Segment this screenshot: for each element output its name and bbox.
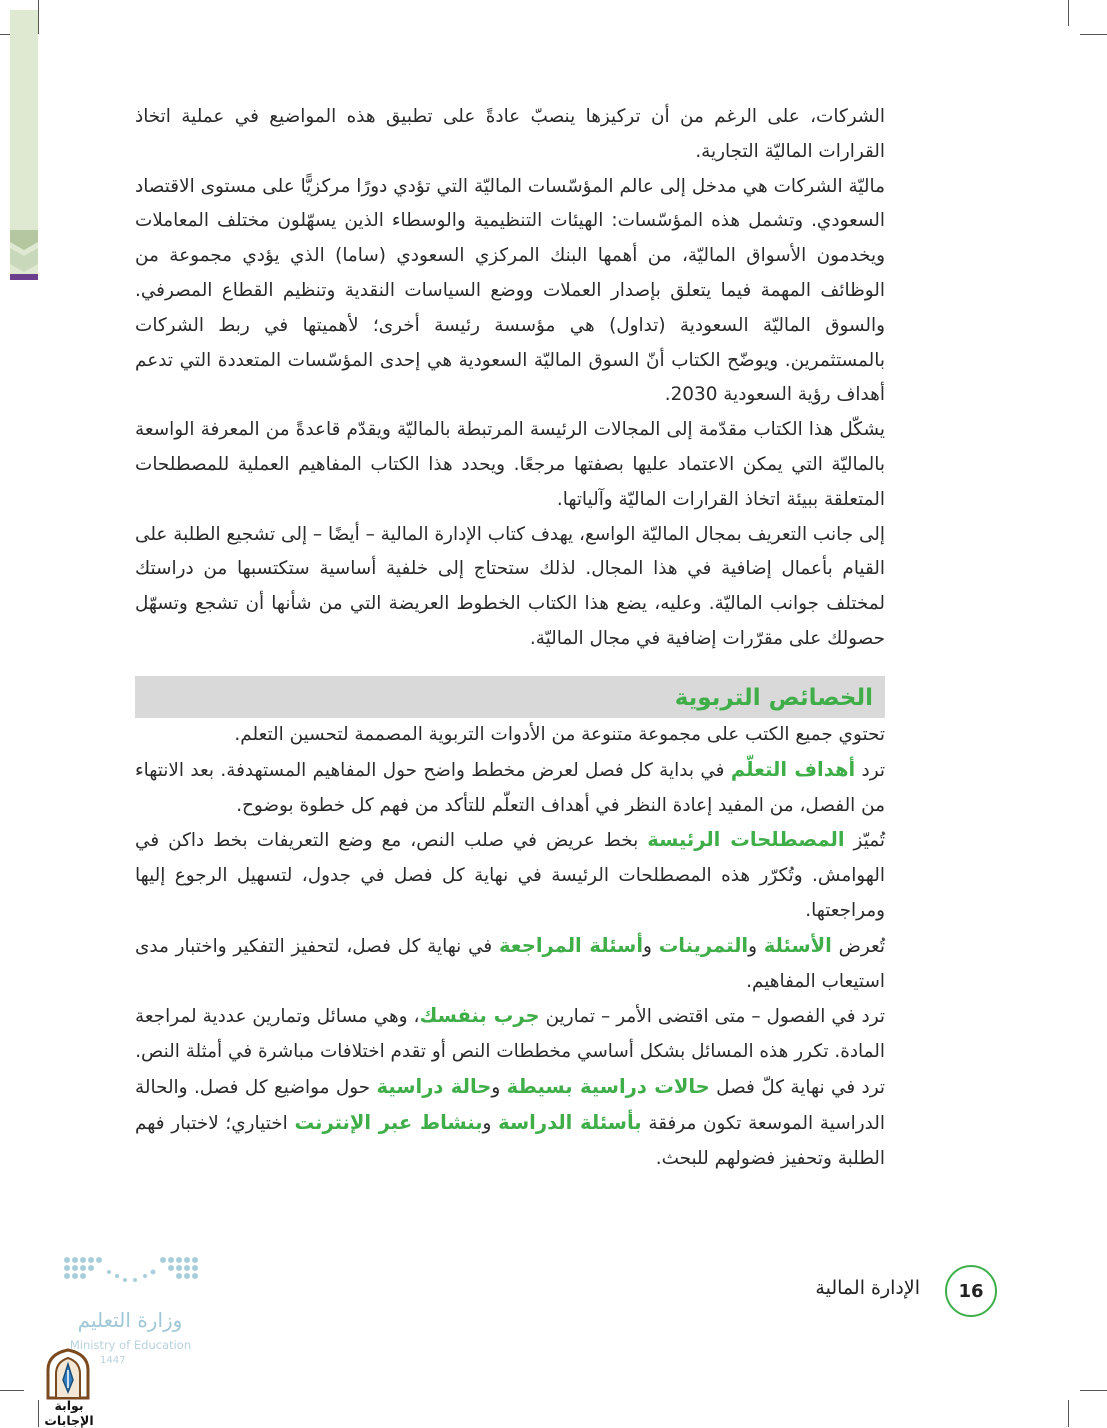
section-paragraph bbox=[135, 718, 885, 753]
section-text: ترد bbox=[855, 759, 885, 781]
section-header bbox=[135, 676, 885, 718]
section-text: بخط عريض في صلب النص، مع وضع التعريفات بخط داكن في الهوامش. وتُكرّر هذه المصطلحات الرئيسة في نهاية كل فصل في جدول، لتسهيل الرجوع إليها ومراجعتها. bbox=[135, 830, 885, 921]
gateway-label: بوابة الإجابات bbox=[44, 1398, 94, 1428]
section-paragraph bbox=[135, 753, 885, 824]
highlight-term: بأسئلة الدراسة bbox=[498, 1110, 642, 1134]
crop-mark-top-left-v bbox=[38, 0, 39, 34]
ministry-year: 1447 bbox=[100, 1355, 126, 1366]
crop-mark-bottom-right-v bbox=[1068, 1400, 1069, 1427]
page-number: 16 bbox=[945, 1265, 997, 1317]
section-paragraph bbox=[135, 823, 885, 928]
crop-mark-top-right-h bbox=[1080, 34, 1107, 35]
chapter-marker-icon bbox=[10, 230, 38, 280]
section-text: حول مواضيع كل فصل. والحالة الدراسية الموسعة تكون مرفقة bbox=[135, 1076, 885, 1134]
body-paragraph: ماليّة الشركات هي مدخل إلى عالم المؤسّسات الماليّة التي تؤدي دورًا مركزيًّا على مستوى الاقتصاد السعودي. وتشمل هذه المؤسّسات: الهيئات التنظيمية والوسطاء الذين يسهّلون مختلف المعاملات ويخدمون الأسواق الماليّة، من أهمها البنك المركزي السعودي (ساما) الذي يؤدي مجموعة من الوظائف المهمة فيما يتعلق بإصدار العملات ووضع السياسات النقدية وتنظيم القطاع المصرفي. والسوق الماليّة السعودية (تداول) هي مؤسسة رئيسة أخرى؛ لأهميتها في ربط الشركات بالمستثمرين. ويوضّح الكتاب أنّ السوق الماليّة السعودية هي إحدى المؤسّسات المتعددة التي تدعم أهداف رؤية السعودية 2030. bbox=[135, 175, 885, 406]
section-text: و bbox=[643, 935, 659, 957]
ministry-name-arabic: وزارة التعليم bbox=[77, 1308, 183, 1332]
section-text: تُميّز bbox=[844, 830, 886, 852]
crop-mark-top-right-v bbox=[1068, 0, 1069, 26]
section-text: في بداية كل فصل لعرض مخطط واضح حول المفاهيم المستهدفة. بعد الانتهاء من الفصل، من المفيد إعادة النظر في أهداف التعلّم للتأكد من فهم كل خطوة بوضوح. bbox=[135, 759, 885, 816]
body-paragraph: إلى جانب التعريف بمجال الماليّة الواسع، يهدف كتاب الإدارة المالية – أيضًا – إلى تشجيع الطلبة على القيام بأعمال إضافية في هذا المجال. لذلك ستحتاج إلى خلفية أساسية ستكتسبها من دراستك لمختلف جوانب الماليّة. وعليه، يضع هذا الكتاب الخطوط العريضة التي من شأنها أن تشجع وتسهّل حصولك على مقرّرات إضافية في مجال الماليّة. bbox=[135, 523, 885, 649]
highlight-term: جرب بنفسك bbox=[419, 1004, 540, 1028]
crop-mark-bottom-left-h bbox=[0, 1390, 24, 1391]
section-text: و bbox=[482, 1112, 499, 1134]
section-paragraph bbox=[135, 999, 885, 1070]
highlight-term: بنشاط عبر الإنترنت bbox=[294, 1110, 483, 1134]
crop-mark-bottom-right-h bbox=[1080, 1390, 1107, 1391]
highlight-term: التمرينات bbox=[658, 933, 749, 957]
highlight-term: حالات دراسية بسيطة bbox=[506, 1074, 710, 1098]
section-text: و bbox=[491, 1076, 507, 1098]
section-body bbox=[135, 718, 885, 1176]
body-paragraph: الشركات، على الرغم من أن تركيزها ينصبّ عادةً على تطبيق هذه المواضيع في عملية اتخاذ القرارات الماليّة التجارية. bbox=[135, 106, 885, 162]
section-text: في نهاية كل فصل، لتحفيز التفكير واختبار مدى استيعاب المفاهيم. bbox=[135, 935, 885, 992]
section-paragraph bbox=[135, 1070, 885, 1176]
body-text bbox=[135, 100, 885, 657]
highlight-term: المصطلحات الرئيسة bbox=[647, 828, 845, 852]
section-text: اختياري؛ لاختبار فهم الطلبة وتحفيز فضولهم للبحث. bbox=[135, 1112, 885, 1169]
section-text: ، وهي مسائل وتمارين عددية لمراجعة المادة. تكرر هذه المسائل بشكل أساسي مخططات النص أو تقدم اختلافات مباشرة في أمثلة النص. bbox=[135, 1006, 885, 1063]
section-text: تحتوي جميع الكتب على مجموعة متنوعة من الأدوات التربوية المصممة لتحسين التعلم. bbox=[234, 724, 885, 745]
section-text: ترد في نهاية كلّ فصل bbox=[709, 1076, 885, 1098]
highlight-term: أسئلة المراجعة bbox=[498, 933, 644, 957]
body-paragraph: يشكّل هذا الكتاب مقدّمة إلى المجالات الرئيسة المرتبطة بالماليّة ويقدّم قاعدةً من المعرفة الواسعة بالماليّة التي يمكن الاعتماد عليها بصفتها مرجعًا. ويحدد هذا الكتاب المفاهيم العملية للمصطلحات المتعلقة ببيئة اتخاذ القرارات الماليّة وآلياتها. bbox=[135, 419, 885, 510]
mosque-arch-icon bbox=[44, 1348, 92, 1400]
section-paragraph bbox=[135, 929, 885, 1000]
section-text: و bbox=[748, 935, 764, 957]
section-text: ترد في الفصول – متى اقتضى الأمر – تمارين bbox=[539, 1006, 886, 1028]
section-title: الخصائص التربوية bbox=[674, 685, 873, 711]
highlight-term: الأسئلة bbox=[763, 933, 832, 957]
highlight-term: أهداف التعلّم bbox=[730, 757, 856, 781]
section-text: تُعرض bbox=[831, 935, 886, 957]
highlight-term: حالة دراسية bbox=[376, 1074, 492, 1098]
footer-book-title: الإدارة المالية bbox=[815, 1277, 920, 1299]
ministry-name-english: Ministry of Education bbox=[69, 1338, 192, 1352]
